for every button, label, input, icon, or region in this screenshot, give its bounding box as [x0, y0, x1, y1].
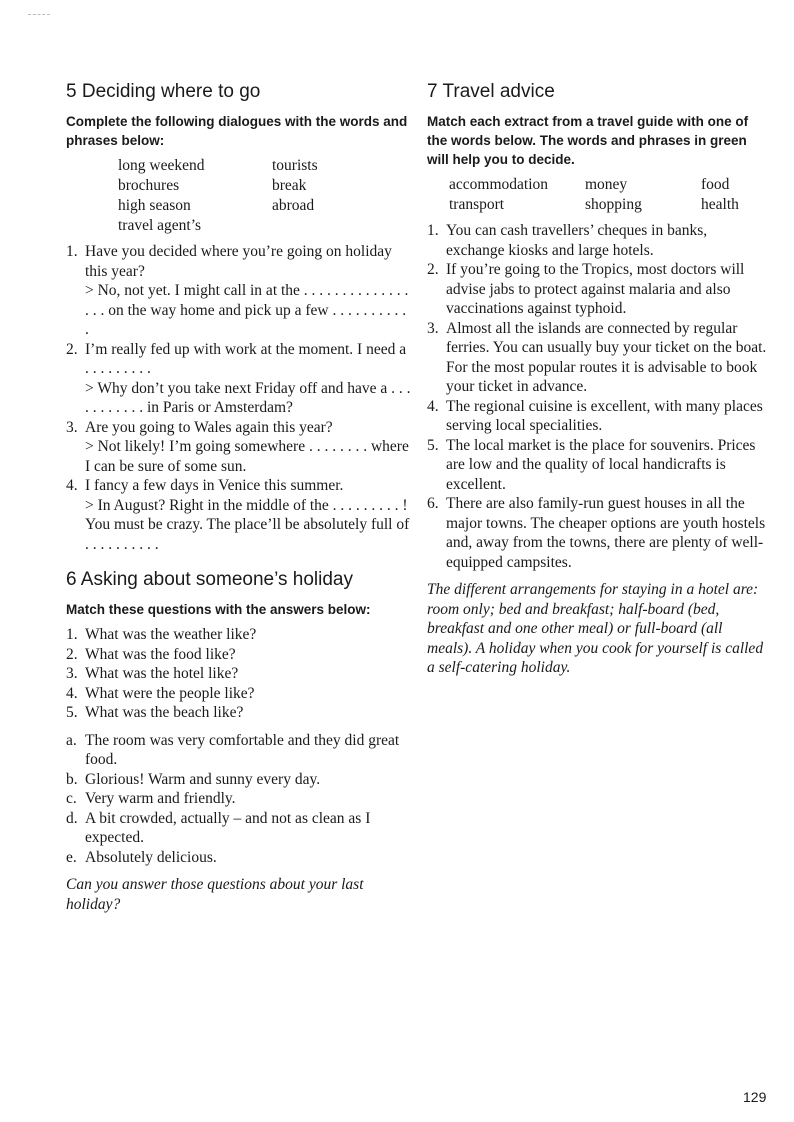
section-5-dialogues — [66, 242, 411, 554]
word: abroad — [272, 197, 315, 214]
question-item — [66, 684, 411, 704]
word: travel agent’s — [118, 217, 202, 234]
item-number: 3. — [66, 665, 78, 682]
section-5-instruction: Complete the following dialogues with the words and phrases below: — [66, 114, 408, 148]
extract-item — [427, 397, 767, 436]
word: transport — [449, 196, 505, 213]
extract-text: The regional cuisine is excellent, with many places serving local specialities. — [446, 397, 763, 434]
item-number: 2. — [66, 645, 78, 663]
word: break — [272, 177, 307, 194]
answer-text: Very warm and friendly. — [85, 790, 236, 807]
word: shopping — [585, 196, 642, 213]
item-number: 2. — [66, 340, 78, 358]
item-letter: e. — [66, 848, 77, 866]
dialogue-line: > Why don’t you take next Friday off and have a . . . . . . . . . . . in Paris or Amsterdam? — [85, 379, 411, 416]
section-7-note: The different arrangements for staying in a hotel are: room only; bed and breakfast; half-board (bed, breakfast and one other meal) or full-board (all meals). A holiday when you cook for yourself is called a self-catering holiday. — [427, 581, 764, 676]
word: high season — [118, 197, 191, 214]
item-letter: a. — [66, 731, 77, 749]
question-text: What was the weather like? — [85, 626, 257, 643]
dialogue-item — [66, 418, 411, 477]
extract-item — [427, 436, 767, 495]
dialogue-line: I’m really fed up with work at the moment. I need a . . . . . . . . . — [85, 340, 407, 377]
extract-item — [427, 260, 767, 319]
question-item — [66, 645, 411, 665]
question-text: What was the food like? — [85, 645, 236, 663]
item-letter: b. — [66, 770, 78, 788]
answer-item — [66, 809, 411, 848]
extract-text: Almost all the islands are connected by regular ferries. You can usually buy your ticket on the boat. For the most popular routes it is advisable to book your ticket in advance. — [446, 319, 767, 395]
item-number: 6. — [427, 495, 439, 512]
item-letter: d. — [66, 809, 78, 827]
answer-text: Glorious! Warm and sunny every day. — [85, 770, 321, 788]
answer-item — [66, 731, 411, 770]
word: food — [701, 176, 730, 193]
word: brochures — [118, 177, 180, 194]
section-5 — [66, 80, 411, 554]
extract-text: You can cash travellers’ cheques in banks, exchange kiosks and large hotels. — [446, 222, 708, 259]
section-7-title: 7 Travel advice — [427, 81, 555, 102]
word: accommodation — [449, 176, 548, 193]
page-number: 129 — [743, 1089, 767, 1105]
section-5-title: 5 Deciding where to go — [66, 81, 261, 102]
item-number: 5. — [427, 436, 439, 454]
dialogue-item — [66, 340, 411, 418]
item-number: 2. — [427, 261, 439, 278]
scan-mark — [28, 14, 50, 15]
answer-text: A bit crowded, actually – and not as clean as I expected. — [85, 809, 371, 846]
answer-text: The room was very comfortable and they did great food. — [85, 731, 400, 768]
left-column — [66, 80, 411, 930]
answer-item — [66, 789, 411, 809]
item-number: 5. — [66, 704, 78, 721]
question-text: What was the hotel like? — [85, 665, 239, 682]
word: health — [701, 196, 739, 213]
extract-item — [427, 494, 767, 572]
right-column — [427, 80, 767, 693]
section-7 — [427, 80, 767, 678]
answer-item — [66, 848, 411, 868]
extract-item — [427, 221, 767, 260]
word: tourists — [272, 157, 318, 174]
section-6 — [66, 568, 411, 914]
answer-item — [66, 770, 411, 790]
extract-text: If you’re going to the Tropics, most doctors will advise jabs to protect against malaria and also vaccinations against typhoid. — [446, 261, 745, 317]
section-6-instruction: Match these questions with the answers below: — [66, 602, 371, 617]
question-item — [66, 664, 411, 684]
section-5-word-box — [118, 156, 411, 236]
item-number: 3. — [427, 319, 439, 337]
answer-list — [66, 731, 411, 868]
dialogue-line: Are you going to Wales again this year? — [85, 418, 333, 436]
item-letter: c. — [66, 790, 77, 807]
section-6-title: 6 Asking about someone’s holiday — [66, 569, 353, 590]
section-7-instruction: Match each extract from a travel guide with one of the words below. The words and phrases in green will help you to decide. — [427, 114, 749, 167]
dialogue-line: Have you decided where you’re going on holiday this year? — [85, 243, 392, 280]
item-number: 4. — [427, 397, 439, 415]
question-text: What were the people like? — [85, 684, 255, 702]
word: long weekend — [118, 157, 205, 174]
extract-text: The local market is the place for souvenirs. Prices are low and the quality of local handicrafts is excellent. — [446, 436, 756, 493]
question-list — [66, 625, 411, 723]
answer-text: Absolutely delicious. — [85, 848, 217, 866]
extract-item — [427, 319, 767, 397]
section-6-closing-question: Can you answer those questions about your last holiday? — [66, 876, 364, 913]
item-number: 1. — [427, 222, 439, 239]
item-number: 4. — [66, 477, 78, 494]
dialogue-line: > No, not yet. I might call in at the . . . . . . . . . . . . . . . . . on the way home and pick up a few . . . . . . . . . . . — [85, 282, 409, 338]
dialogue-line: > In August? Right in the middle of the . . . . . . . . . ! You must be crazy. The place’ll be absolutely full of . . . . . . . . . . — [85, 496, 410, 553]
item-number: 3. — [66, 418, 78, 436]
dialogue-item — [66, 242, 411, 340]
extract-text: There are also family-run guest houses in all the major towns. The cheaper options are youth hostels and, away from the towns, there are plenty of well-equipped campsites. — [446, 495, 766, 571]
question-item — [66, 625, 411, 645]
item-number: 1. — [66, 243, 78, 260]
word: money — [585, 176, 628, 193]
item-number: 1. — [66, 626, 78, 643]
question-item — [66, 703, 411, 723]
dialogue-item — [66, 476, 411, 554]
dialogue-line: I fancy a few days in Venice this summer. — [85, 477, 344, 494]
item-number: 4. — [66, 684, 78, 702]
dialogue-line: > Not likely! I’m going somewhere . . . . . . . . where I can be sure of some sun. — [85, 438, 409, 475]
section-7-extracts — [427, 221, 767, 572]
question-text: What was the beach like? — [85, 704, 244, 721]
section-7-word-box — [449, 175, 767, 215]
